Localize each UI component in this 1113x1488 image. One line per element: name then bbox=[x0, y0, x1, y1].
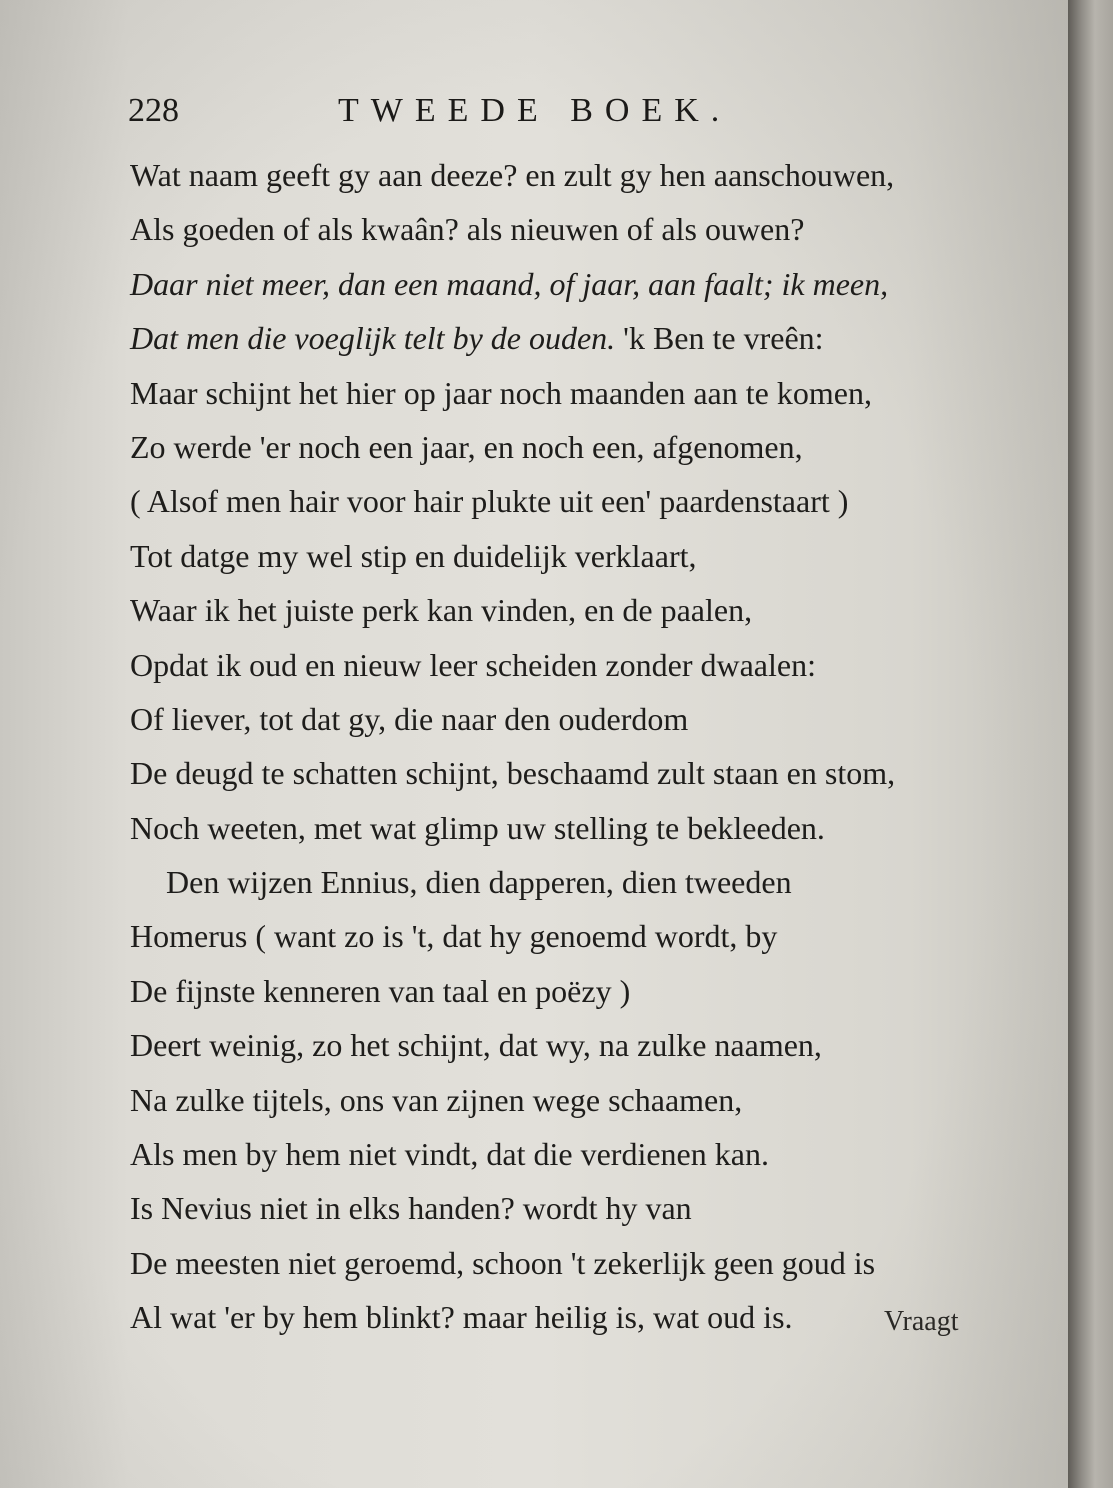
verse-line: Zo werde 'er noch een jaar, en noch een, afgenomen, bbox=[130, 428, 803, 465]
verse-line: Homerus ( want zo is 't, dat hy genoemd wordt, by bbox=[130, 918, 778, 955]
verse-line: Na zulke tijtels, ons van zijnen wege schaamen, bbox=[130, 1081, 743, 1118]
verse-line: ( Alsof men hair voor hair plukte uit een' paardenstaart ) bbox=[130, 483, 849, 520]
verse-line: Noch weeten, met wat glimp uw stelling te bekleeden. bbox=[130, 809, 825, 846]
catchword: Vraagt bbox=[884, 1306, 959, 1337]
verse-line: Wat naam geeft gy aan deeze? en zult gy hen aanschouwen, bbox=[130, 157, 895, 193]
verse-line: Of liever, tot dat gy, die naar den ouderdom bbox=[130, 700, 689, 737]
verse-line: Den wijzen Ennius, dien dapperen, dien tweeden bbox=[166, 864, 792, 901]
verse-line: Deert weinig, zo het schijnt, dat wy, na zulke naamen, bbox=[130, 1027, 822, 1064]
verse-line: Maar schijnt het hier op jaar noch maanden aan te komen, bbox=[130, 374, 872, 411]
verse-line: Is Nevius niet in elks handen? wordt hy van bbox=[130, 1190, 692, 1227]
verse-line: Als goeden of als kwaân? als nieuwen of als ouwen? bbox=[130, 211, 805, 248]
running-head: TWEEDE BOEK. bbox=[338, 92, 732, 129]
verse-line-roman-part: 'k Ben te vreên: bbox=[615, 320, 824, 357]
book-gutter bbox=[1068, 0, 1113, 1488]
verse-line: De fijnste kenneren van taal en poëzy ) bbox=[130, 972, 631, 1009]
verse-line bbox=[130, 311, 990, 365]
verse-line: Daar niet meer, dan een maand, of jaar, aan faalt; ik meen, bbox=[130, 265, 889, 302]
page-header bbox=[128, 92, 948, 142]
verse-line: Opdat ik oud en nieuw leer scheiden zonder dwaalen: bbox=[130, 646, 816, 683]
verse-line: Als men by hem niet vindt, dat die verdienen kan. bbox=[130, 1136, 769, 1173]
verse-line: De meesten niet geroemd, schoon 't zekerlijk geen goud is bbox=[130, 1244, 876, 1281]
verse-line: De deugd te schatten schijnt, beschaamd zult staan en stom, bbox=[130, 755, 896, 792]
verse-line-italic-part: Dat men die voeglijk telt by de ouden. bbox=[130, 320, 616, 357]
page-number: 228 bbox=[128, 92, 179, 129]
poem-text bbox=[130, 148, 990, 1345]
verse-line: Tot datge my wel stip en duidelijk verklaart, bbox=[130, 537, 697, 574]
verse-line: Waar ik het juiste perk kan vinden, en de paalen, bbox=[130, 592, 753, 629]
verse-line: Al wat 'er by hem blinkt? maar heilig is, wat oud is. bbox=[130, 1299, 793, 1336]
